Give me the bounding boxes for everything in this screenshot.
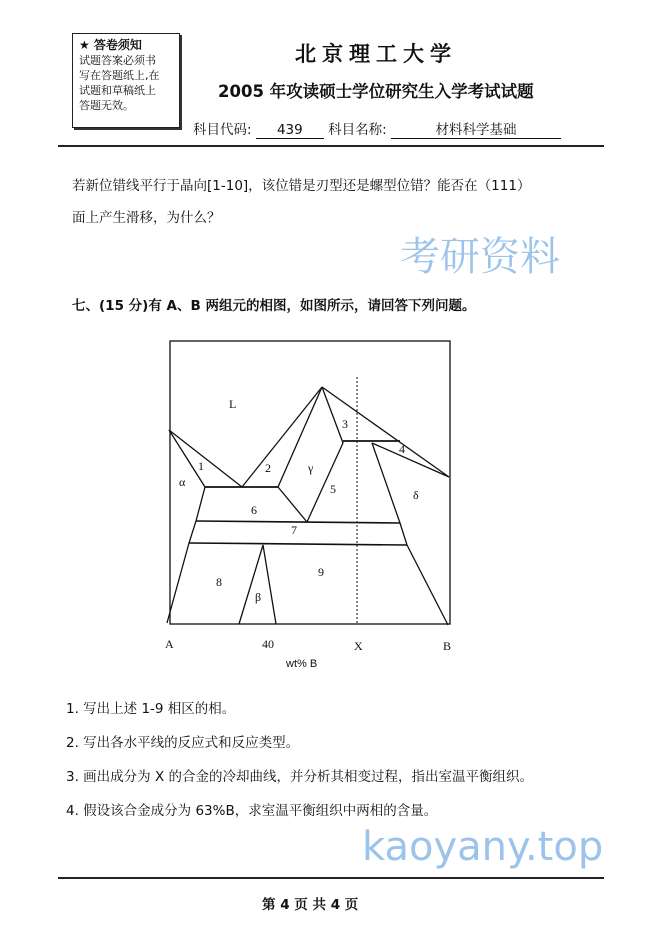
- axis-label-40: 40: [262, 637, 274, 651]
- label-gamma: γ: [308, 461, 314, 475]
- label-delta: δ: [413, 488, 419, 502]
- beta-region: [239, 545, 276, 624]
- axis-label-x: X: [354, 639, 363, 653]
- subject-code: 439: [256, 122, 324, 139]
- university-name: 北京理工大学: [295, 41, 457, 66]
- label-beta: β: [255, 590, 262, 604]
- prev-question-line2: 面上产生滑移，为什么？: [72, 210, 221, 226]
- label-5: 5: [330, 482, 336, 496]
- question7-prompt: 七、(15 分)有 A、B 两组元的相图，如图所示，请回答下列问题。: [72, 298, 476, 314]
- label-alpha: α: [179, 475, 186, 489]
- label-7: 7: [291, 523, 297, 537]
- subject-name-label: 科目名称:: [328, 122, 387, 138]
- liquidus-b: [322, 387, 449, 477]
- label-1: 1: [198, 459, 204, 473]
- watermark-url: kaoyany.top: [362, 824, 604, 870]
- gamma-lower: [278, 487, 307, 522]
- line-7-bottom: [189, 543, 407, 545]
- delta-solidus: [372, 443, 449, 477]
- alpha-boundary: [167, 487, 205, 623]
- label-6: 6: [251, 503, 257, 517]
- subquestion-1: 1. 写出上述 1-9 相区的相。: [66, 701, 236, 717]
- axis-label-b: B: [443, 639, 452, 653]
- label-8: 8: [216, 575, 222, 589]
- footer-divider: [58, 877, 604, 879]
- exam-title: 2005 年攻读硕士学位研究生入学考试试题: [218, 82, 534, 101]
- prev-question-line1: 若新位错线平行于晶向[1-10]，该位错是刃型还是螺型位错？能否在（111）: [72, 178, 531, 194]
- label-4: 4: [399, 442, 405, 456]
- delta-boundary: [372, 443, 448, 625]
- gamma-left: [278, 387, 322, 487]
- subquestion-3: 3. 画出成分为 X 的合金的冷却曲线，并分析其相变过程，指出室温平衡组织。: [66, 769, 534, 785]
- watermark-cn: 考研资料: [400, 234, 560, 280]
- notice-line: 写在答题纸上,在: [79, 69, 160, 82]
- subject-code-label: 科目代码:: [193, 122, 252, 138]
- notice-title: ★ 答卷须知: [79, 38, 142, 52]
- diagram-frame: [170, 341, 450, 624]
- x-axis-title: wt% B: [286, 658, 318, 670]
- label-3: 3: [342, 417, 348, 431]
- label-L: L: [229, 397, 237, 411]
- notice-line: 答题无效。: [79, 99, 134, 112]
- subquestion-2: 2. 写出各水平线的反应式和反应类型。: [66, 735, 300, 751]
- axis-label-a: A: [165, 637, 174, 651]
- label-2: 2: [265, 461, 271, 475]
- subquestion-4: 4. 假设该合金成分为 63%B，求室温平衡组织中两相的含量。: [66, 803, 438, 819]
- subject-name: 材料科学基础: [391, 118, 561, 139]
- notice-line: 试题答案必须书: [79, 54, 156, 67]
- line-7-top: [196, 521, 400, 523]
- page-number: 第 4 页 共 4 页: [262, 897, 359, 913]
- notice-line: 试题和草稿纸上: [79, 84, 156, 97]
- label-9: 9: [318, 565, 324, 579]
